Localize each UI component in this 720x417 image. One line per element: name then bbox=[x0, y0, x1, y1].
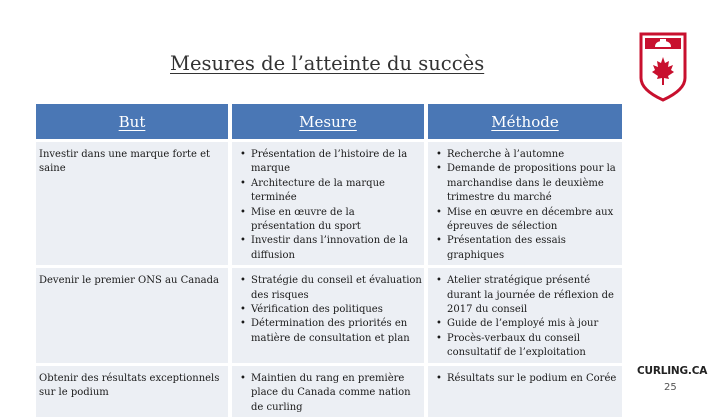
mesure-cell bbox=[232, 139, 428, 265]
table-header-row bbox=[36, 104, 622, 139]
list-item: • Guide de l’employé mis à jour bbox=[447, 317, 620, 331]
mesure-list bbox=[235, 372, 422, 415]
list-item: • Recherche à l’automne bbox=[447, 148, 620, 162]
methode-list bbox=[431, 274, 620, 360]
list-item: • Procès-verbaux du conseil consultatif de l’exploitation bbox=[447, 332, 620, 361]
list-item: • Présentation des essais graphiques bbox=[447, 234, 620, 263]
header-mesure: Mesure bbox=[232, 104, 428, 139]
header-methode: Méthode bbox=[428, 104, 622, 139]
mesure-list bbox=[235, 274, 422, 346]
table-row bbox=[36, 363, 622, 417]
methode-list bbox=[431, 148, 620, 263]
methode-list bbox=[431, 372, 620, 386]
table-row bbox=[36, 139, 622, 265]
header-but: But bbox=[36, 104, 232, 139]
list-item: • Présentation de l’histoire de la marque bbox=[251, 148, 422, 177]
list-item: • Maintien du rang en première place du Canada comme nation de curling bbox=[251, 372, 422, 415]
mesure-list bbox=[235, 148, 422, 263]
list-item: • Résultats sur le podium en Corée bbox=[447, 372, 620, 386]
page-number: 25 bbox=[664, 382, 677, 393]
list-item: • Mise en œuvre de la présentation du sport bbox=[251, 206, 422, 235]
page-title: Mesures de l’atteinte du succès bbox=[170, 52, 485, 75]
list-item: • Architecture de la marque terminée bbox=[251, 177, 422, 206]
methode-cell bbox=[428, 139, 622, 265]
but-cell: Devenir le premier ONS au Canada bbox=[36, 265, 232, 362]
list-item: • Vérification des politiques bbox=[251, 303, 422, 317]
but-cell: Obtenir des résultats exceptionnels sur le podium bbox=[36, 363, 232, 417]
brand-wordmark: CURLING.CA bbox=[637, 365, 708, 377]
but-cell: Investir dans une marque forte et saine bbox=[36, 139, 232, 265]
success-measures-table bbox=[36, 104, 622, 417]
list-item: • Demande de propositions pour la marchandise dans le deuxième trimestre du marché bbox=[447, 162, 620, 205]
table-row bbox=[36, 265, 622, 362]
methode-cell bbox=[428, 265, 622, 362]
mesure-cell bbox=[232, 265, 428, 362]
list-item: • Atelier stratégique présenté durant la journée de réflexion de 2017 du conseil bbox=[447, 274, 620, 317]
curling-canada-crest-icon bbox=[639, 32, 687, 102]
methode-cell bbox=[428, 363, 622, 417]
mesure-cell bbox=[232, 363, 428, 417]
list-item: • Détermination des priorités en matière de consultation et plan bbox=[251, 317, 422, 346]
list-item: • Stratégie du conseil et évaluation des risques bbox=[251, 274, 422, 303]
list-item: • Mise en œuvre en décembre aux épreuves de sélection bbox=[447, 206, 620, 235]
list-item: • Investir dans l’innovation de la diffusion bbox=[251, 234, 422, 263]
